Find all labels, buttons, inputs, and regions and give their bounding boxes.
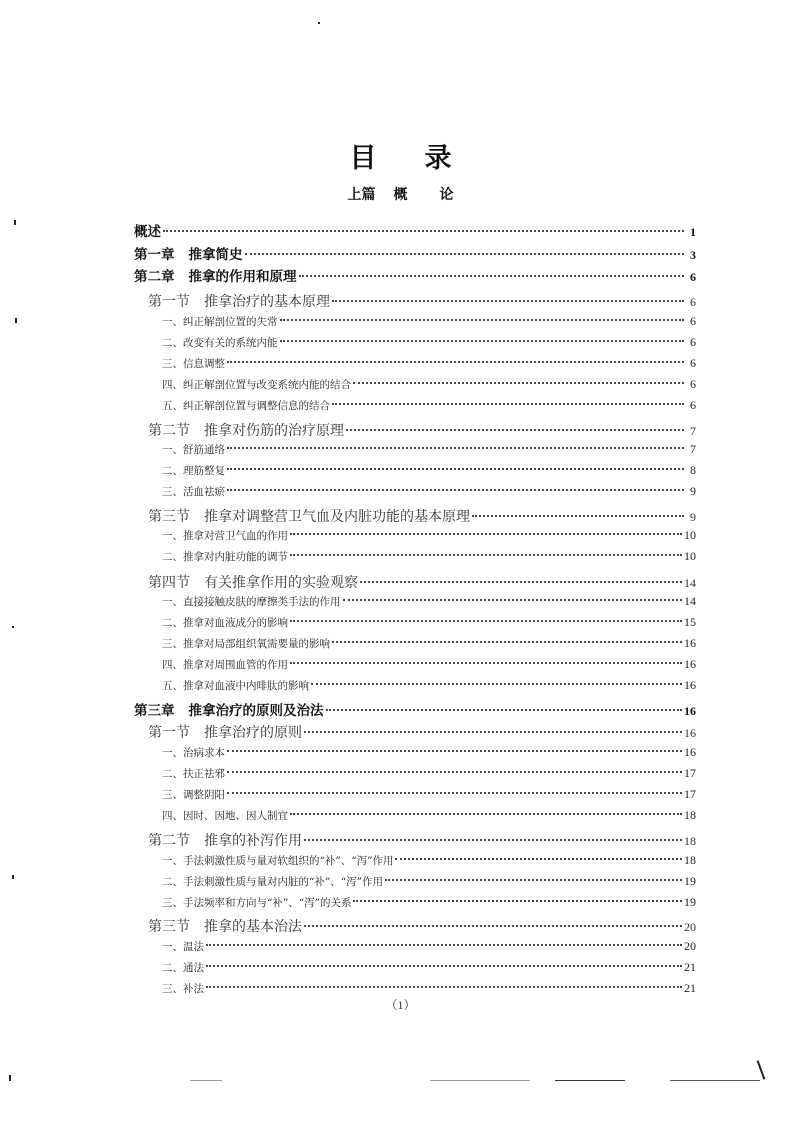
dot-leader bbox=[206, 986, 682, 988]
toc-entry-item bbox=[134, 594, 696, 609]
toc-entry-page: 16 bbox=[684, 726, 696, 740]
toc-entry-title: 推拿的作用和原理 bbox=[188, 269, 297, 285]
toc-entry-page: 20 bbox=[684, 939, 696, 953]
part-heading bbox=[0, 184, 801, 204]
toc-entry-title: 推拿简史 bbox=[188, 247, 243, 263]
dot-leader bbox=[343, 599, 683, 601]
part-label: 上篇 bbox=[347, 187, 376, 203]
title-char-2: 录 bbox=[424, 143, 452, 174]
toc-entry-chapter bbox=[134, 220, 696, 240]
toc-entry-label bbox=[162, 766, 225, 781]
toc-entry-page: 7 bbox=[690, 424, 696, 438]
toc-entry-title: 五、推拿对血液中内啡肽的影响 bbox=[162, 680, 309, 692]
toc-entry-page: 15 bbox=[684, 615, 696, 629]
toc-entry-section bbox=[134, 830, 696, 850]
toc-entry-item bbox=[134, 549, 696, 564]
toc-entry-number: 第二节 bbox=[148, 423, 190, 439]
toc-entry-number: 第三节 bbox=[148, 509, 190, 525]
toc-entry-item bbox=[134, 636, 696, 651]
toc-entry-title: 三、补法 bbox=[162, 983, 204, 995]
dot-leader bbox=[290, 533, 682, 535]
dot-leader bbox=[472, 515, 684, 517]
toc-entry-item bbox=[134, 895, 696, 910]
toc-entry-title: 四、推拿对周围血管的作用 bbox=[162, 659, 288, 671]
dot-leader bbox=[227, 750, 682, 752]
toc-entry-label bbox=[162, 895, 351, 910]
toc-entry-title: 三、推拿对局部组织氧需要量的影响 bbox=[162, 638, 330, 650]
toc-entry-title: 四、纠正解剖位置与改变系统内能的结合 bbox=[162, 379, 351, 391]
toc-entry-number: 第一节 bbox=[148, 725, 190, 741]
toc-entry-page: 21 bbox=[684, 960, 696, 974]
toc-entry-page: 6 bbox=[690, 356, 696, 370]
toc-entry-chapter bbox=[134, 243, 696, 263]
toc-entry-title: 一、温法 bbox=[162, 941, 204, 953]
scan-speck bbox=[14, 220, 16, 225]
toc-entry-page: 16 bbox=[684, 657, 696, 671]
toc-entry-title: 三、信息调整 bbox=[162, 358, 225, 370]
toc-entry-label bbox=[162, 657, 288, 672]
dot-leader bbox=[346, 429, 684, 431]
toc-entry-item bbox=[134, 398, 696, 413]
toc-entry-label bbox=[162, 853, 393, 868]
toc-entry-section bbox=[134, 722, 696, 742]
toc-entry-item bbox=[134, 787, 696, 802]
toc-entry-item bbox=[134, 615, 696, 630]
dot-leader bbox=[326, 709, 683, 711]
toc-entry-page: 14 bbox=[684, 576, 696, 590]
toc-entry-section bbox=[134, 916, 696, 936]
dot-leader bbox=[353, 382, 684, 384]
toc-entry-title: 一、治病求本 bbox=[162, 747, 225, 759]
toc-entry-label bbox=[162, 745, 225, 760]
toc-entry-title: 推拿治疗的原则 bbox=[204, 725, 302, 741]
toc-entry-label bbox=[162, 636, 330, 651]
toc-entry-page: 10 bbox=[684, 549, 696, 563]
toc-entry-page: 1 bbox=[690, 225, 696, 239]
toc-entry-page: 19 bbox=[684, 895, 696, 909]
toc-entry-title: 一、推拿对营卫气血的作用 bbox=[162, 530, 288, 542]
dot-leader bbox=[385, 879, 682, 881]
toc-entry-item bbox=[134, 463, 696, 478]
toc-entry-label bbox=[148, 722, 302, 742]
dot-leader bbox=[304, 839, 682, 841]
toc-entry-page: 6 bbox=[690, 270, 696, 284]
toc-entry-item bbox=[134, 484, 696, 499]
toc-entry-item bbox=[134, 981, 696, 996]
toc-entry-title: 二、推拿对血液成分的影响 bbox=[162, 617, 288, 629]
scan-speck bbox=[9, 1075, 11, 1081]
dot-leader bbox=[290, 813, 682, 815]
toc-entry-item bbox=[134, 939, 696, 954]
dot-leader bbox=[227, 771, 682, 773]
toc-entry-title: 概述 bbox=[134, 224, 161, 240]
toc-entry-label bbox=[134, 243, 243, 263]
toc-entry-page: 7 bbox=[690, 442, 696, 456]
toc-entry-label bbox=[148, 506, 470, 526]
toc-entry-page: 10 bbox=[684, 528, 696, 542]
toc-entry-page: 16 bbox=[684, 745, 696, 759]
scan-edge-line bbox=[190, 1080, 222, 1081]
scan-edge-line bbox=[430, 1080, 530, 1081]
toc-entry-label bbox=[134, 220, 161, 240]
toc-entry-title: 五、纠正解剖位置与调整信息的结合 bbox=[162, 400, 330, 412]
toc-entry-label bbox=[134, 699, 324, 719]
toc-entry-label bbox=[162, 463, 225, 478]
dot-leader bbox=[227, 792, 682, 794]
toc-entry-label bbox=[162, 442, 225, 457]
toc-entry-page: 6 bbox=[690, 398, 696, 412]
toc-entry-page: 6 bbox=[690, 377, 696, 391]
toc-entry-item bbox=[134, 442, 696, 457]
toc-entry-page: 18 bbox=[684, 853, 696, 867]
toc-entry-title: 推拿治疗的原则及治法 bbox=[188, 703, 324, 719]
dot-leader bbox=[304, 731, 682, 733]
toc-entry-label bbox=[162, 335, 278, 350]
toc-entry-title: 推拿治疗的基本原理 bbox=[204, 294, 330, 310]
part-title-char-2: 论 bbox=[439, 187, 454, 203]
dot-leader bbox=[299, 275, 685, 277]
toc-entry-item bbox=[134, 657, 696, 672]
toc-entry-page: 16 bbox=[684, 704, 696, 718]
scan-edge-line bbox=[555, 1080, 625, 1081]
toc-entry-label bbox=[162, 528, 288, 543]
toc-entry-title: 四、因时、因地、因人制宜 bbox=[162, 810, 288, 822]
toc-entry-page: 8 bbox=[690, 463, 696, 477]
scan-speck bbox=[318, 22, 320, 24]
toc-entry-title: 推拿对调整营卫气血及内脏功能的基本原理 bbox=[204, 509, 470, 525]
dot-leader bbox=[311, 683, 682, 685]
toc-entry-page: 20 bbox=[684, 920, 696, 934]
toc-entry-label bbox=[162, 314, 278, 329]
scan-speck bbox=[12, 626, 14, 628]
toc-entry-label bbox=[148, 291, 330, 311]
toc-entry-title: 推拿对伤筋的治疗原理 bbox=[204, 423, 344, 439]
dot-leader bbox=[227, 489, 684, 491]
toc-entry-title: 推拿的基本治法 bbox=[204, 919, 302, 935]
toc-entry-page: 21 bbox=[684, 981, 696, 995]
toc-entry-chapter bbox=[134, 699, 696, 719]
dot-leader bbox=[206, 965, 682, 967]
toc-entry-label bbox=[148, 916, 302, 936]
toc-entry-page: 9 bbox=[690, 484, 696, 498]
dot-leader bbox=[395, 858, 682, 860]
toc-entry-number: 第四节 bbox=[148, 575, 190, 591]
toc-entry-item bbox=[134, 745, 696, 760]
dot-leader bbox=[227, 361, 684, 363]
dot-leader bbox=[304, 925, 682, 927]
toc-entry-label bbox=[162, 874, 383, 889]
toc-entry-item bbox=[134, 314, 696, 329]
toc-entry-number: 第一章 bbox=[134, 247, 175, 263]
toc-entry-number: 第三节 bbox=[148, 919, 190, 935]
toc-entry-section bbox=[134, 572, 696, 592]
toc-entry-section bbox=[134, 506, 696, 526]
toc-entry-title: 一、手法刺激性质与量对软组织的“补”、“泻”作用 bbox=[162, 855, 394, 867]
toc-entry-title: 二、改变有关的系统内能 bbox=[162, 337, 278, 349]
dot-leader bbox=[206, 944, 682, 946]
toc-entry-title: 一、直接接触皮肤的摩擦类手法的作用 bbox=[162, 596, 341, 608]
toc-entry-label bbox=[148, 572, 358, 592]
toc-entry-label bbox=[162, 981, 204, 996]
toc-entry-label bbox=[162, 398, 330, 413]
toc-entry-item bbox=[134, 377, 696, 392]
toc-entry-page: 3 bbox=[690, 248, 696, 262]
toc-entry-chapter bbox=[134, 265, 696, 285]
dot-leader bbox=[163, 230, 684, 232]
toc-entry-section bbox=[134, 291, 696, 311]
toc-entry-page: 6 bbox=[690, 314, 696, 328]
toc-entry-item bbox=[134, 335, 696, 350]
toc-entry-title: 三、活血祛瘀 bbox=[162, 486, 225, 498]
toc-entry-item bbox=[134, 853, 696, 868]
part-title-char-1: 概 bbox=[393, 187, 408, 203]
toc-entry-label bbox=[162, 484, 225, 499]
toc-entry-number: 第三章 bbox=[134, 703, 175, 719]
toc-entry-title: 二、推拿对内脏功能的调节 bbox=[162, 551, 288, 563]
toc-entry-label bbox=[134, 265, 297, 285]
page-title bbox=[0, 136, 801, 175]
toc-entry-label bbox=[162, 787, 225, 802]
toc-entry-label bbox=[162, 356, 225, 371]
toc-entry-number: 第二节 bbox=[148, 833, 190, 849]
toc-entry-number: 第一节 bbox=[148, 294, 190, 310]
toc-entry-title: 推拿的补泻作用 bbox=[204, 833, 302, 849]
dot-leader bbox=[332, 300, 684, 302]
toc-entry-section bbox=[134, 420, 696, 440]
dot-leader bbox=[332, 403, 684, 405]
scan-speck bbox=[757, 1060, 766, 1079]
toc-entry-page: 16 bbox=[684, 636, 696, 650]
toc-entry-title: 三、手法频率和方向与“补”、“泻”的关系 bbox=[162, 897, 352, 909]
toc-entry-label bbox=[162, 678, 309, 693]
toc-entry-number: 第二章 bbox=[134, 269, 175, 285]
toc-entry-page: 18 bbox=[684, 834, 696, 848]
dot-leader bbox=[280, 340, 685, 342]
toc-entry-label bbox=[162, 377, 351, 392]
dot-leader bbox=[280, 319, 685, 321]
toc-entry-title: 有关推拿作用的实验观察 bbox=[204, 575, 358, 591]
toc-entry-item bbox=[134, 356, 696, 371]
toc-entry-page: 9 bbox=[690, 510, 696, 524]
scan-speck bbox=[15, 318, 17, 323]
toc-entry-item bbox=[134, 528, 696, 543]
toc-entry-label bbox=[162, 615, 288, 630]
toc-entry-page: 6 bbox=[690, 335, 696, 349]
scan-edge-line bbox=[670, 1080, 760, 1081]
dot-leader bbox=[290, 620, 682, 622]
dot-leader bbox=[227, 468, 684, 470]
toc-entry-title: 一、舒筋通络 bbox=[162, 444, 225, 456]
toc-entry-title: 二、手法刺激性质与量对内脏的“补”、“泻”作用 bbox=[162, 876, 383, 888]
toc-entry-item bbox=[134, 808, 696, 823]
toc-entry-label bbox=[148, 830, 302, 850]
toc-entry-title: 一、纠正解剖位置的失常 bbox=[162, 316, 278, 328]
toc-entry-item bbox=[134, 874, 696, 889]
dot-leader bbox=[360, 581, 682, 583]
toc-entry-page: 19 bbox=[684, 874, 696, 888]
toc-entry-page: 17 bbox=[684, 787, 696, 801]
toc-entry-title: 三、调整阴阳 bbox=[162, 789, 225, 801]
toc-entry-page: 6 bbox=[690, 295, 696, 309]
page-number: （1） bbox=[385, 998, 416, 1012]
dot-leader bbox=[332, 641, 682, 643]
toc-entry-label bbox=[162, 594, 341, 609]
title-char-1: 目 bbox=[349, 143, 377, 174]
toc-entry-title: 二、扶正祛邪 bbox=[162, 768, 225, 780]
toc-entry-label bbox=[162, 939, 204, 954]
toc-entry-page: 14 bbox=[684, 594, 696, 608]
dot-leader bbox=[353, 900, 682, 902]
dot-leader bbox=[290, 554, 682, 556]
toc-entry-item bbox=[134, 960, 696, 975]
toc-entry-page: 17 bbox=[684, 766, 696, 780]
toc-entry-page: 18 bbox=[684, 808, 696, 822]
toc-entry-item bbox=[134, 678, 696, 693]
toc-entry-label bbox=[162, 960, 204, 975]
toc-entry-label bbox=[148, 420, 344, 440]
toc-entry-title: 二、理筋整复 bbox=[162, 465, 225, 477]
scan-speck bbox=[12, 875, 14, 879]
toc-entry-page: 16 bbox=[684, 678, 696, 692]
dot-leader bbox=[245, 253, 685, 255]
dot-leader bbox=[290, 662, 682, 664]
toc-entry-item bbox=[134, 766, 696, 781]
toc-entry-label bbox=[162, 808, 288, 823]
toc-entry-title: 二、通法 bbox=[162, 962, 204, 974]
dot-leader bbox=[227, 447, 684, 449]
toc-entry-label bbox=[162, 549, 288, 564]
